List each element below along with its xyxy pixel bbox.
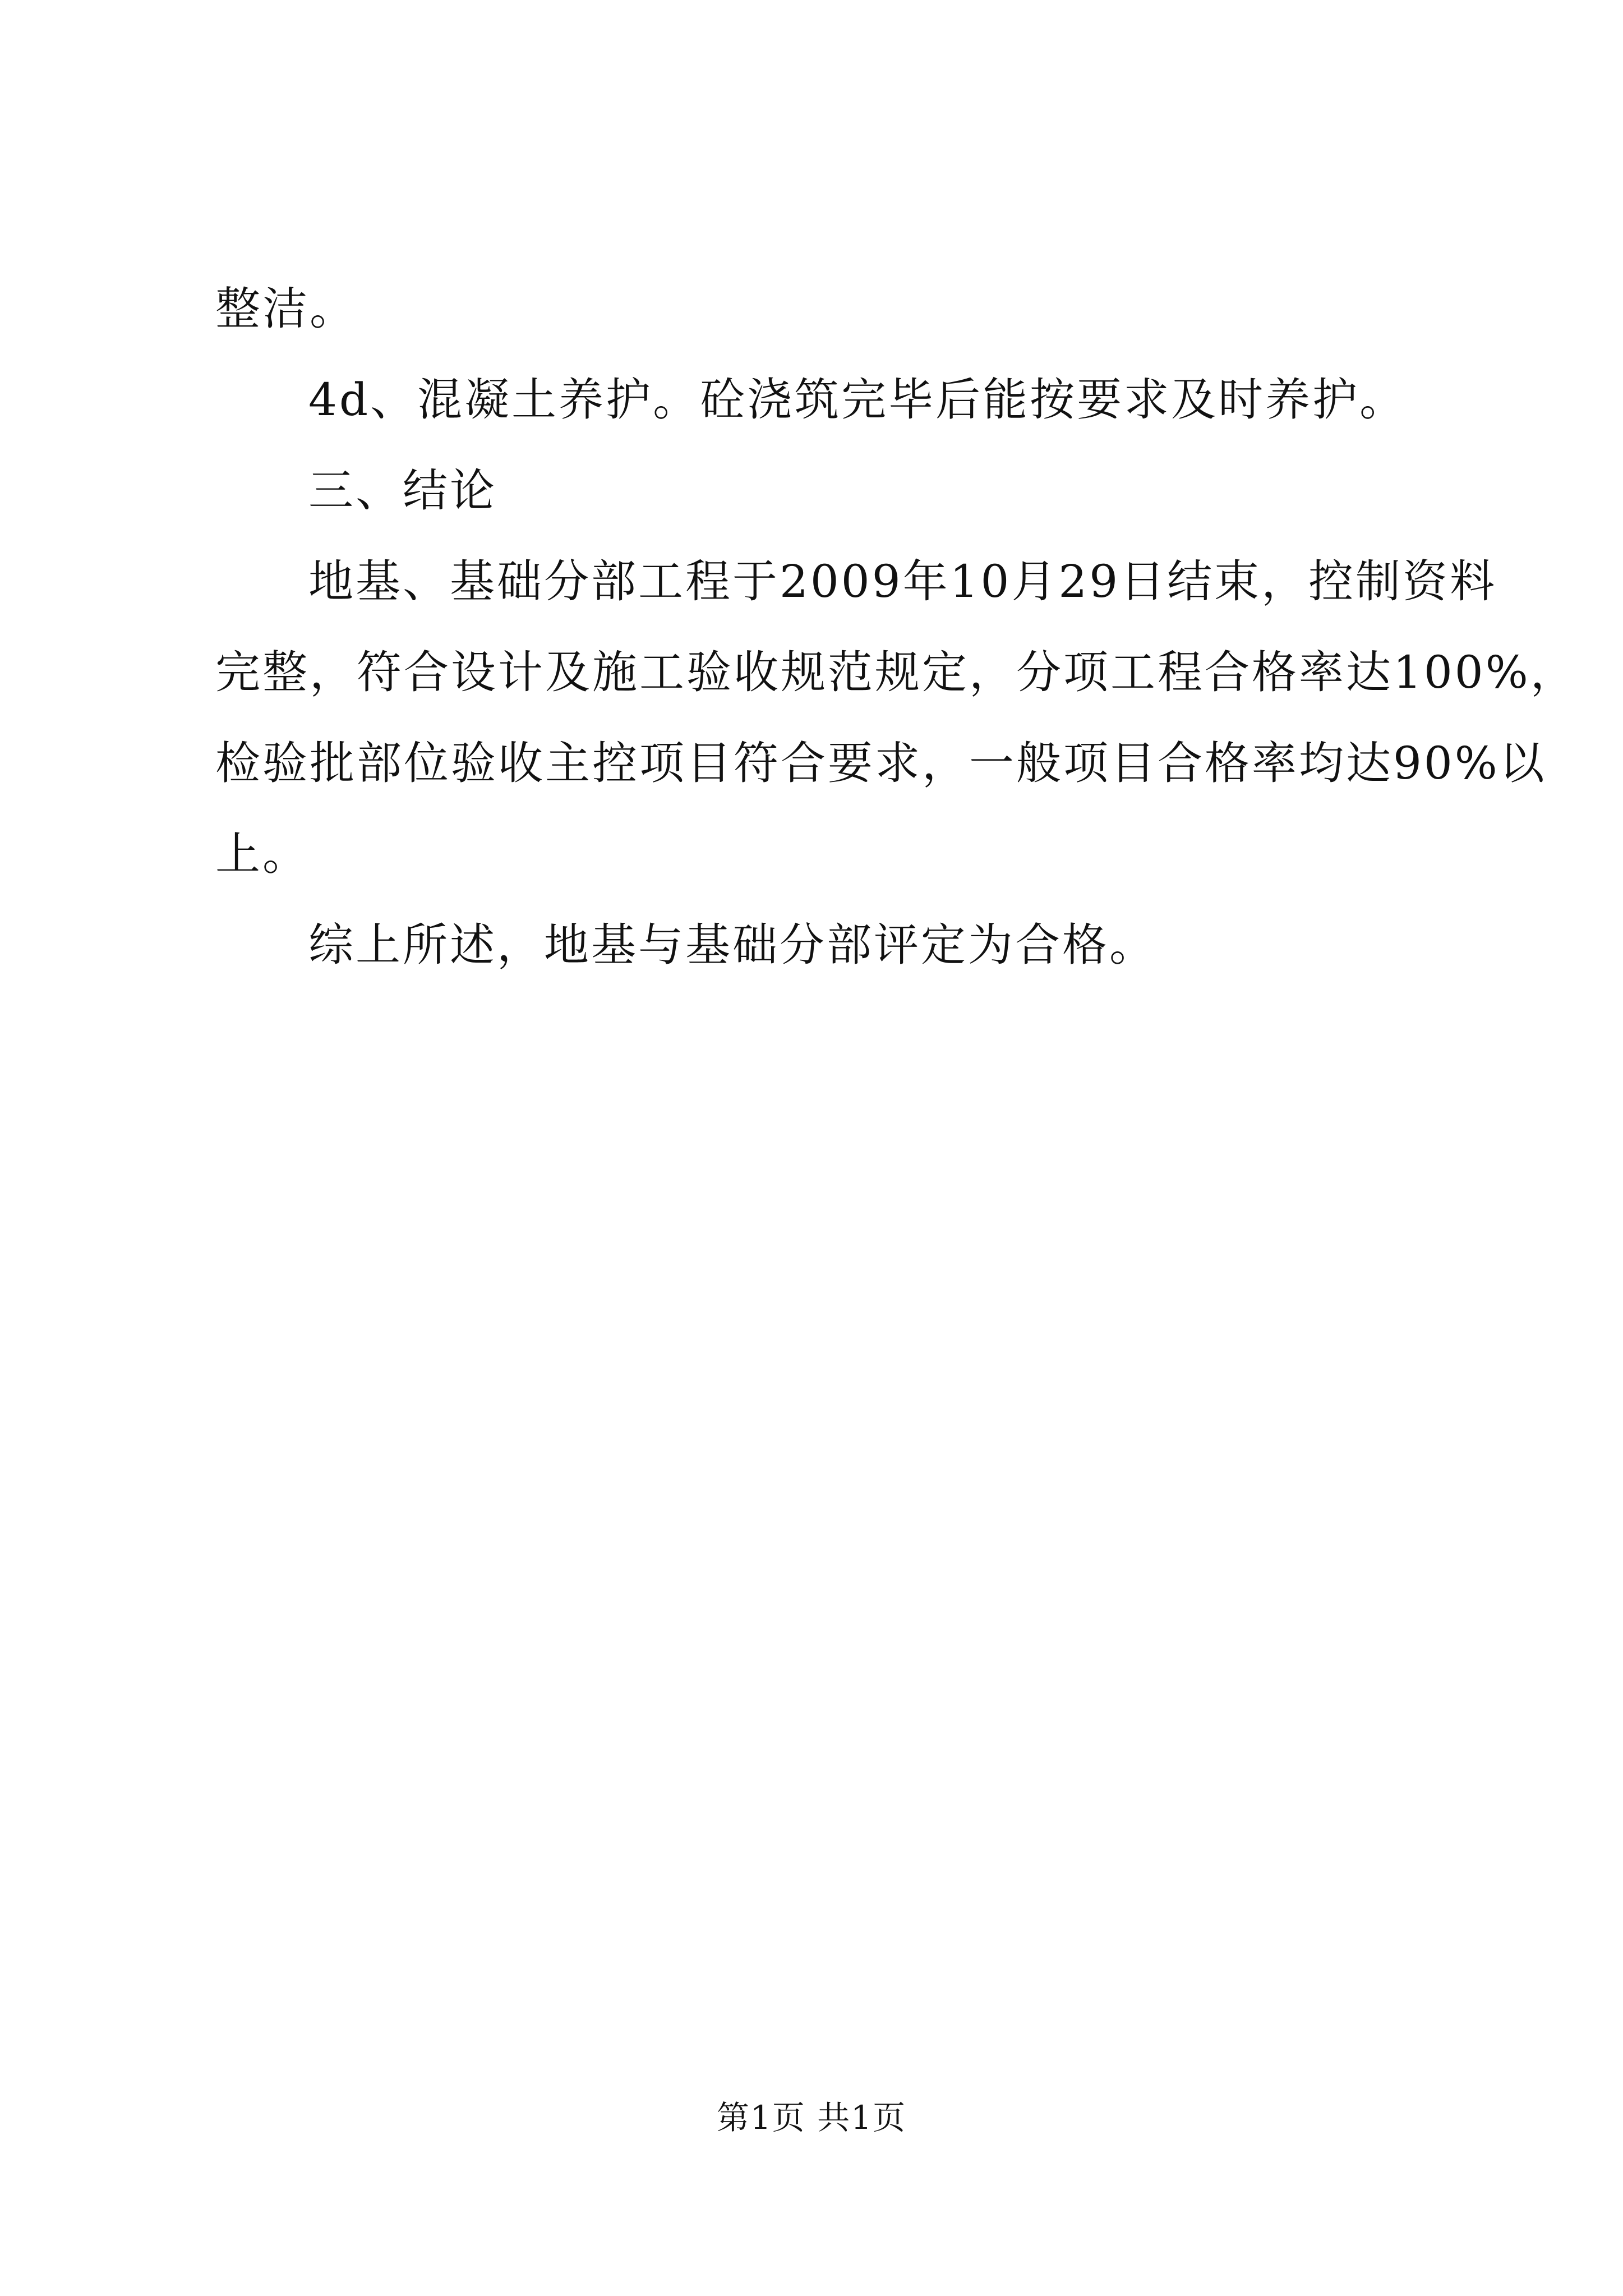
paragraph-summary: 综上所述，地基与基础分部评定为合格。 [308, 919, 1156, 971]
paragraph-conclusion-line-2: 完整，符合设计及施工验收规范规定，分项工程合格率达100%， [215, 646, 1578, 698]
page-footer: 第1页 共1页 [716, 2099, 907, 2137]
paragraph-conclusion-line-4: 上。 [215, 828, 310, 880]
text-line-continuation: 整洁。 [215, 283, 357, 335]
paragraph-conclusion-line-3: 检验批部位验收主控项目符合要求，一般项目合格率均达90%以 [215, 737, 1547, 789]
text-line-concrete-curing: 4d、混凝土养护。砼浇筑完毕后能按要求及时养护。 [308, 374, 1407, 426]
section-heading-conclusion: 三、结论 [308, 464, 497, 517]
document-body [215, 264, 1578, 991]
paragraph-conclusion-line-1: 地基、基础分部工程于2009年10月29日结束，控制资料 [308, 555, 1497, 608]
